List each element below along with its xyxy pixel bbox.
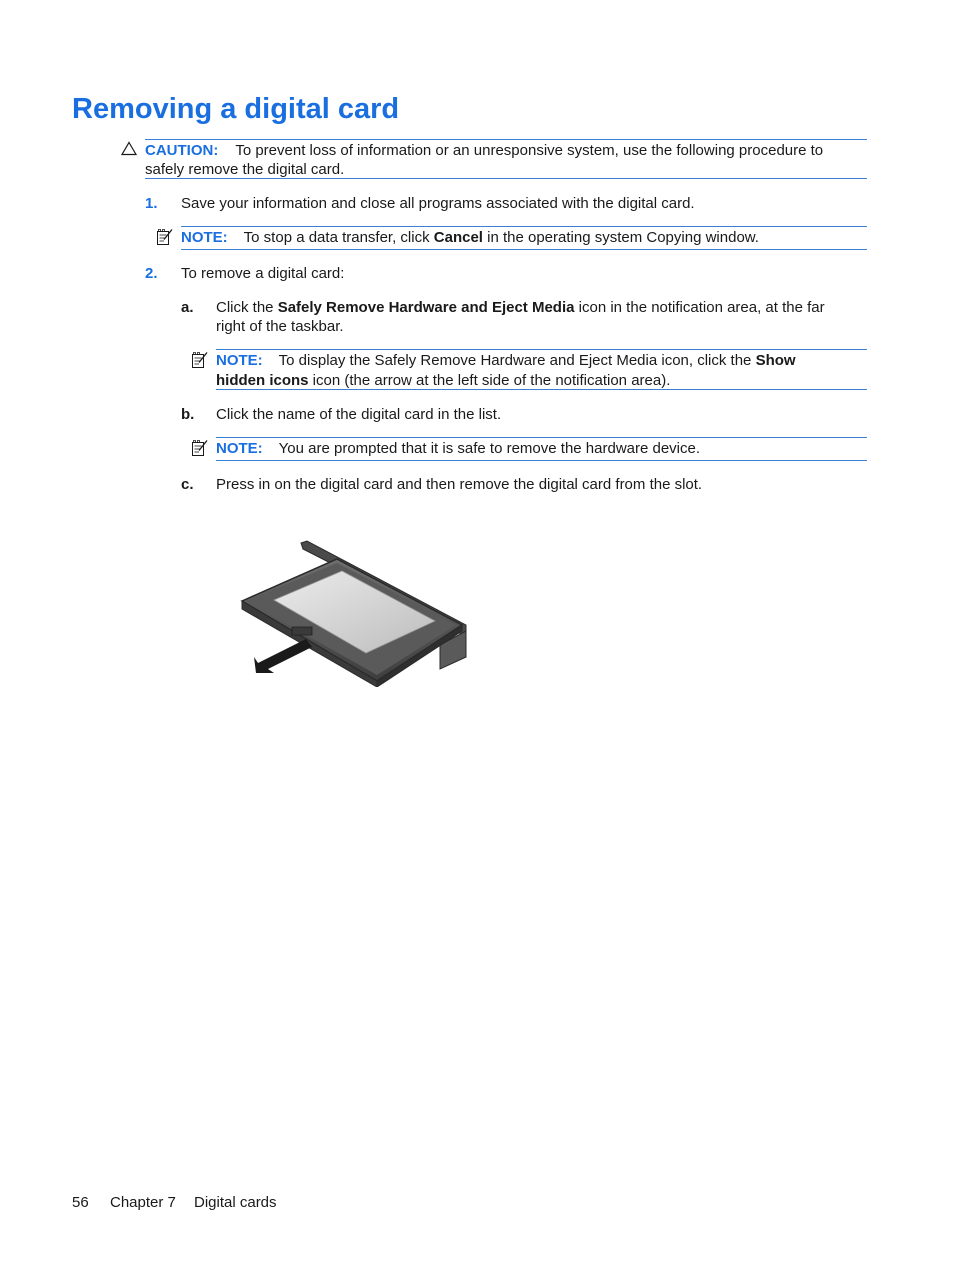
substep-a-text-before: Click the bbox=[216, 299, 278, 316]
note-2-hidden-icons-bold: hidden icons bbox=[216, 372, 309, 389]
caution-bottom-rule bbox=[145, 178, 867, 179]
note-3-text: You are prompted that it is safe to remove the hardware device. bbox=[278, 440, 701, 457]
substep-a-line-1 bbox=[216, 298, 825, 317]
substep-b-text: Click the name of the digital card in the list. bbox=[216, 406, 502, 423]
note-2-label: NOTE: bbox=[216, 352, 263, 369]
note-2-top-rule bbox=[216, 349, 867, 350]
note-3-label: NOTE: bbox=[216, 440, 263, 457]
digital-card-removal-illustration bbox=[240, 535, 472, 687]
note-2-line-2 bbox=[216, 371, 670, 390]
substep-a-bold: Safely Remove Hardware and Eject Media bbox=[277, 299, 575, 316]
caution-top-rule bbox=[145, 139, 867, 140]
note-1-line bbox=[181, 228, 759, 247]
substep-a-line-2: right of the taskbar. bbox=[216, 318, 344, 335]
page-title: Removing a digital card bbox=[72, 93, 400, 125]
substep-b-letter: b. bbox=[181, 406, 195, 423]
caution-icon bbox=[121, 141, 137, 156]
step-1-text: Save your information and close all programs associated with the digital card. bbox=[181, 195, 695, 212]
footer-page-number: 56 bbox=[72, 1194, 89, 1211]
step-2-text: To remove a digital card: bbox=[181, 265, 345, 282]
step-1-number: 1. bbox=[145, 195, 158, 212]
caution-line-2: safely remove the digital card. bbox=[145, 161, 345, 178]
substep-c-text: Press in on the digital card and then remove the digital card from the slot. bbox=[216, 476, 703, 493]
note-icon bbox=[191, 351, 209, 369]
substep-a-letter: a. bbox=[181, 299, 194, 316]
note-icon bbox=[191, 439, 209, 457]
note-1-label: NOTE: bbox=[181, 229, 228, 246]
footer-section: Digital cards bbox=[194, 1194, 277, 1211]
caution-line-1 bbox=[145, 141, 823, 160]
substep-a-text-after: icon in the notification area, at the far bbox=[574, 299, 825, 316]
step-2-number: 2. bbox=[145, 265, 158, 282]
note-2-line-1 bbox=[216, 351, 796, 370]
note-1-text-before: To stop a data transfer, click bbox=[243, 229, 434, 246]
note-3-bottom-rule bbox=[216, 460, 867, 461]
caution-label: CAUTION: bbox=[145, 142, 219, 159]
note-1-top-rule bbox=[181, 226, 867, 227]
footer-chapter: Chapter 7 bbox=[110, 1194, 176, 1211]
note-1-cancel-bold: Cancel bbox=[433, 229, 483, 246]
caution-text-1: To prevent loss of information or an unresponsive system, use the following procedure to bbox=[235, 142, 824, 159]
note-3-line bbox=[216, 439, 700, 458]
note-1-bottom-rule bbox=[181, 249, 867, 250]
substep-c-letter: c. bbox=[181, 476, 194, 493]
note-3-top-rule bbox=[216, 437, 867, 438]
note-1-text-after: in the operating system Copying window. bbox=[482, 229, 759, 246]
note-icon bbox=[156, 228, 174, 246]
note-2-bottom-rule bbox=[216, 389, 867, 390]
note-2-text-before: To display the Safely Remove Hardware and Eject Media icon, click the bbox=[278, 352, 756, 369]
note-2-show-bold: Show bbox=[755, 352, 796, 369]
note-2-text-after: icon (the arrow at the left side of the notification area). bbox=[308, 372, 671, 389]
